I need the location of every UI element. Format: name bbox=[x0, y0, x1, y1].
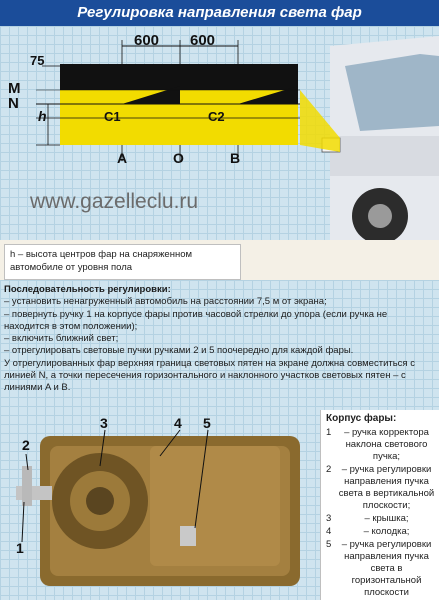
dim-label-600-left: 600 bbox=[134, 32, 160, 49]
label-c1: C1 bbox=[104, 109, 121, 124]
watermark-url: www.gazelleclu.ru bbox=[30, 190, 199, 213]
callout-1: 1 bbox=[16, 540, 24, 556]
black-band bbox=[60, 64, 298, 90]
label-o: O bbox=[173, 150, 184, 166]
sequence-step: – отрегулировать световые пучки ручками 2 и 5 поочередно для каждой фары. bbox=[4, 345, 354, 357]
title-bar bbox=[0, 0, 439, 26]
label-a: A bbox=[117, 150, 128, 166]
legend-item: 2 – ручка регулировки направления пучка света в вертикальной плоскости; bbox=[326, 464, 435, 511]
headlight-housing-illustration bbox=[0, 406, 320, 600]
label-n: N bbox=[8, 95, 19, 112]
label-b: B bbox=[230, 150, 241, 166]
definition-box: h – высота центров фар на снаряженном автомобиле от уровня пола bbox=[4, 244, 241, 280]
legend-item: 5 – ручка регулировки направления пучка света в горизонтальной плоскости bbox=[326, 539, 432, 598]
legend-item: 1 – ручка корректора наклона светового пучка; bbox=[326, 427, 429, 462]
label-c2: C2 bbox=[208, 109, 225, 124]
sequence-section bbox=[0, 280, 439, 406]
sequence-step: – повернуть ручку 1 на корпусе фары против часовой стрелки до упора (если ручка не находится в этом положении); bbox=[4, 308, 388, 332]
callout-2: 2 bbox=[22, 437, 30, 453]
sequence-step: – включить ближний свет; bbox=[4, 333, 119, 345]
housing-legend bbox=[320, 410, 439, 600]
legend-heading: Корпус фары: bbox=[326, 413, 397, 424]
callout-5: 5 bbox=[203, 415, 211, 431]
legend-item: 3 – крышка; bbox=[326, 513, 409, 524]
sequence-step: – установить ненагруженный автомобиль на расстоянии 7,5 м от экрана; bbox=[4, 296, 327, 308]
callout-3: 3 bbox=[100, 415, 108, 431]
dim-label-75: 75 bbox=[30, 53, 45, 68]
dim-label-600-right: 600 bbox=[190, 32, 216, 49]
callout-4: 4 bbox=[174, 415, 182, 431]
label-h: h bbox=[38, 108, 47, 124]
label-m: M bbox=[8, 80, 21, 97]
sequence-note: У отрегулированных фар верхняя граница световых пятен на экране должна совместиться с линией N, а точки пересечения горизонтального и наклонного участков световых пятен – с линиями A и B. bbox=[4, 357, 415, 394]
sequence-heading: Последовательность регулировки: bbox=[4, 284, 171, 295]
page-title: Регулировка направления света фар bbox=[77, 4, 362, 21]
legend-item: 4 – колодка; bbox=[326, 526, 410, 537]
